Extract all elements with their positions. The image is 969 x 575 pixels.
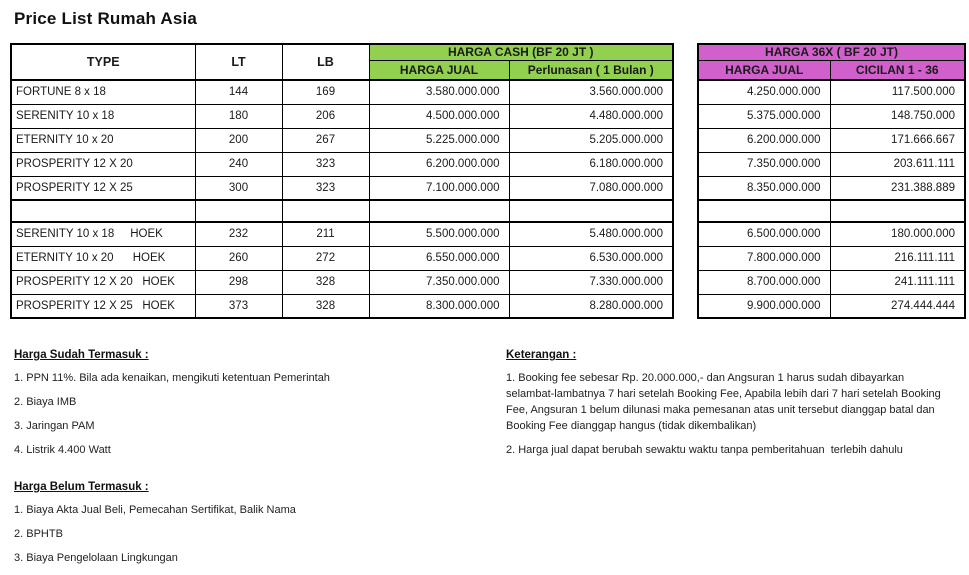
cell-perlunasan: 3.560.000.000 [509, 80, 673, 104]
cell-harga-jual-36x [698, 200, 830, 222]
cell-perlunasan: 4.480.000.000 [509, 104, 673, 128]
price-table-installment [697, 43, 966, 319]
cell-lb: 169 [282, 80, 369, 104]
cell-harga-jual-cash: 6.200.000.000 [369, 152, 509, 176]
cell-type: ETERNITY 10 x 20 [11, 128, 195, 152]
price-row [698, 270, 965, 294]
price-row [11, 270, 673, 294]
cell-cicilan: 180.000.000 [830, 222, 965, 246]
cell-perlunasan: 6.530.000.000 [509, 246, 673, 270]
price-row [11, 246, 673, 270]
price-row [11, 222, 673, 246]
price-row [11, 176, 673, 200]
header-cicilan: CICILAN 1 - 36 [830, 60, 965, 80]
cell-type: FORTUNE 8 x 18 [11, 80, 195, 104]
page-title: Price List Rumah Asia [14, 9, 198, 28]
header-cash-perlunasan: Perlunasan ( 1 Bulan ) [509, 60, 673, 80]
cell-harga-jual-cash: 5.500.000.000 [369, 222, 509, 246]
note-item: 3. Biaya Pengelolaan Lingkungan [14, 551, 178, 564]
price-tables [10, 43, 969, 319]
price-row [698, 152, 965, 176]
cell-lt: 260 [195, 246, 282, 270]
cell-lt: 144 [195, 80, 282, 104]
cell-type: SERENITY 10 x 18 HOEK [11, 222, 195, 246]
cell-perlunasan: 7.330.000.000 [509, 270, 673, 294]
cell-cicilan: 203.611.111 [830, 152, 965, 176]
spacer-row [11, 200, 673, 222]
cell-perlunasan: 5.205.000.000 [509, 128, 673, 152]
cell-harga-jual-36x: 9.900.000.000 [698, 294, 830, 318]
note-item: 1. Biaya Akta Jual Beli, Pemecahan Sertifikat, Balik Nama [14, 503, 296, 516]
excluded-block [14, 481, 506, 567]
cell-harga-jual-cash: 6.550.000.000 [369, 246, 509, 270]
cell-perlunasan: 6.180.000.000 [509, 152, 673, 176]
cell-harga-jual-cash: 3.580.000.000 [369, 80, 509, 104]
header-row-group [11, 44, 673, 60]
note-item: 2. Biaya IMB [14, 395, 77, 408]
cell-cicilan [830, 200, 965, 222]
header-row-group [698, 44, 965, 60]
price-row [11, 80, 673, 104]
cell-lb [282, 200, 369, 222]
spacer-row [698, 200, 965, 222]
cell-cicilan: 148.750.000 [830, 104, 965, 128]
cell-lb: 267 [282, 128, 369, 152]
header-installment-group: HARGA 36X ( BF 20 JT) [698, 44, 965, 60]
cell-harga-jual-cash: 7.350.000.000 [369, 270, 509, 294]
cell-lt: 373 [195, 294, 282, 318]
cell-lt: 300 [195, 176, 282, 200]
cell-harga-jual-cash: 4.500.000.000 [369, 104, 509, 128]
cell-lt: 240 [195, 152, 282, 176]
cell-type: SERENITY 10 x 18 [11, 104, 195, 128]
cell-lb: 272 [282, 246, 369, 270]
notes-section [14, 349, 969, 575]
note-item: 2. BPHTB [14, 527, 63, 540]
header-type: TYPE [11, 44, 195, 80]
keterangan-heading: Keterangan : [506, 349, 577, 361]
included-block [14, 349, 506, 459]
cell-harga-jual-36x: 7.350.000.000 [698, 152, 830, 176]
cell-lb: 211 [282, 222, 369, 246]
header-cash-group: HARGA CASH (BF 20 JT ) [369, 44, 673, 60]
price-row [698, 80, 965, 104]
price-row [11, 152, 673, 176]
cell-cicilan: 216.111.111 [830, 246, 965, 270]
cell-harga-jual-36x: 4.250.000.000 [698, 80, 830, 104]
cell-harga-jual-36x: 5.375.000.000 [698, 104, 830, 128]
cell-type [11, 200, 195, 222]
note-item: 1. PPN 11%. Bila ada kenaikan, mengikuti ketentuan Pemerintah [14, 372, 330, 384]
cell-lb: 328 [282, 294, 369, 318]
price-row [11, 294, 673, 318]
cell-perlunasan: 5.480.000.000 [509, 222, 673, 246]
price-row [698, 104, 965, 128]
cell-lt: 298 [195, 270, 282, 294]
cell-harga-jual-36x: 8.350.000.000 [698, 176, 830, 200]
cell-lb: 323 [282, 176, 369, 200]
price-row [11, 128, 673, 152]
cell-harga-jual-36x: 6.200.000.000 [698, 128, 830, 152]
header-cash-harga-jual: HARGA JUAL [369, 60, 509, 80]
cell-harga-jual-36x: 7.800.000.000 [698, 246, 830, 270]
cell-type: PROSPERITY 12 X 20 [11, 152, 195, 176]
price-row [698, 294, 965, 318]
cell-perlunasan: 8.280.000.000 [509, 294, 673, 318]
notes-right-column [506, 349, 954, 575]
price-row [698, 246, 965, 270]
cell-harga-jual-cash: 5.225.000.000 [369, 128, 509, 152]
cell-perlunasan: 7.080.000.000 [509, 176, 673, 200]
cell-lt: 180 [195, 104, 282, 128]
cell-type: PROSPERITY 12 X 25 [11, 176, 195, 200]
price-list-page [0, 9, 969, 564]
included-heading: Harga Sudah Termasuk : [14, 349, 149, 361]
cell-lt: 200 [195, 128, 282, 152]
cell-type: ETERNITY 10 x 20 HOEK [11, 246, 195, 270]
cell-lb: 323 [282, 152, 369, 176]
price-row [11, 104, 673, 128]
header-lb: LB [282, 44, 369, 80]
cell-cicilan: 171.666.667 [830, 128, 965, 152]
price-row [698, 176, 965, 200]
cell-lb: 206 [282, 104, 369, 128]
cell-lb: 328 [282, 270, 369, 294]
keterangan-block [506, 349, 954, 459]
note-item: 3. Jaringan PAM [14, 419, 95, 432]
notes-left-column [14, 349, 506, 575]
cell-type: PROSPERITY 12 X 20 HOEK [11, 270, 195, 294]
cell-lt: 232 [195, 222, 282, 246]
cell-lt [195, 200, 282, 222]
cell-harga-jual-cash: 8.300.000.000 [369, 294, 509, 318]
note-item: 4. Listrik 4.400 Watt [14, 443, 111, 456]
price-row [698, 222, 965, 246]
price-table-cash [10, 43, 674, 319]
header-lt: LT [195, 44, 282, 80]
note-item: 1. Booking fee sebesar Rp. 20.000.000,- dan Angsuran 1 harus sudah dibayarkan selambat-lambatnya 7 hari setelah Booking Fee, Apabila lebih dari 7 hari setelah Booking Fee, Angsuran 1 belum dilunasi maka pemesanan atas unit tersebut dianggap batal dan Booking Fee dianggap hangus (tidak dikembalikan) [506, 372, 944, 432]
cell-cicilan: 241.111.111 [830, 270, 965, 294]
cell-cicilan: 117.500.000 [830, 80, 965, 104]
header-row-sub [698, 60, 965, 80]
cell-harga-jual-cash [369, 200, 509, 222]
cell-harga-jual-36x: 8.700.000.000 [698, 270, 830, 294]
cell-type: PROSPERITY 12 X 25 HOEK [11, 294, 195, 318]
cell-harga-jual-cash: 7.100.000.000 [369, 176, 509, 200]
cell-perlunasan [509, 200, 673, 222]
note-item: 2. Harga jual dapat berubah sewaktu waktu tanpa pemberitahuan terlebih dahulu [506, 443, 903, 456]
cell-cicilan: 274.444.444 [830, 294, 965, 318]
header-installment-harga-jual: HARGA JUAL [698, 60, 830, 80]
cell-cicilan: 231.388.889 [830, 176, 965, 200]
price-row [698, 128, 965, 152]
cell-harga-jual-36x: 6.500.000.000 [698, 222, 830, 246]
excluded-heading: Harga Belum Termasuk : [14, 480, 149, 493]
